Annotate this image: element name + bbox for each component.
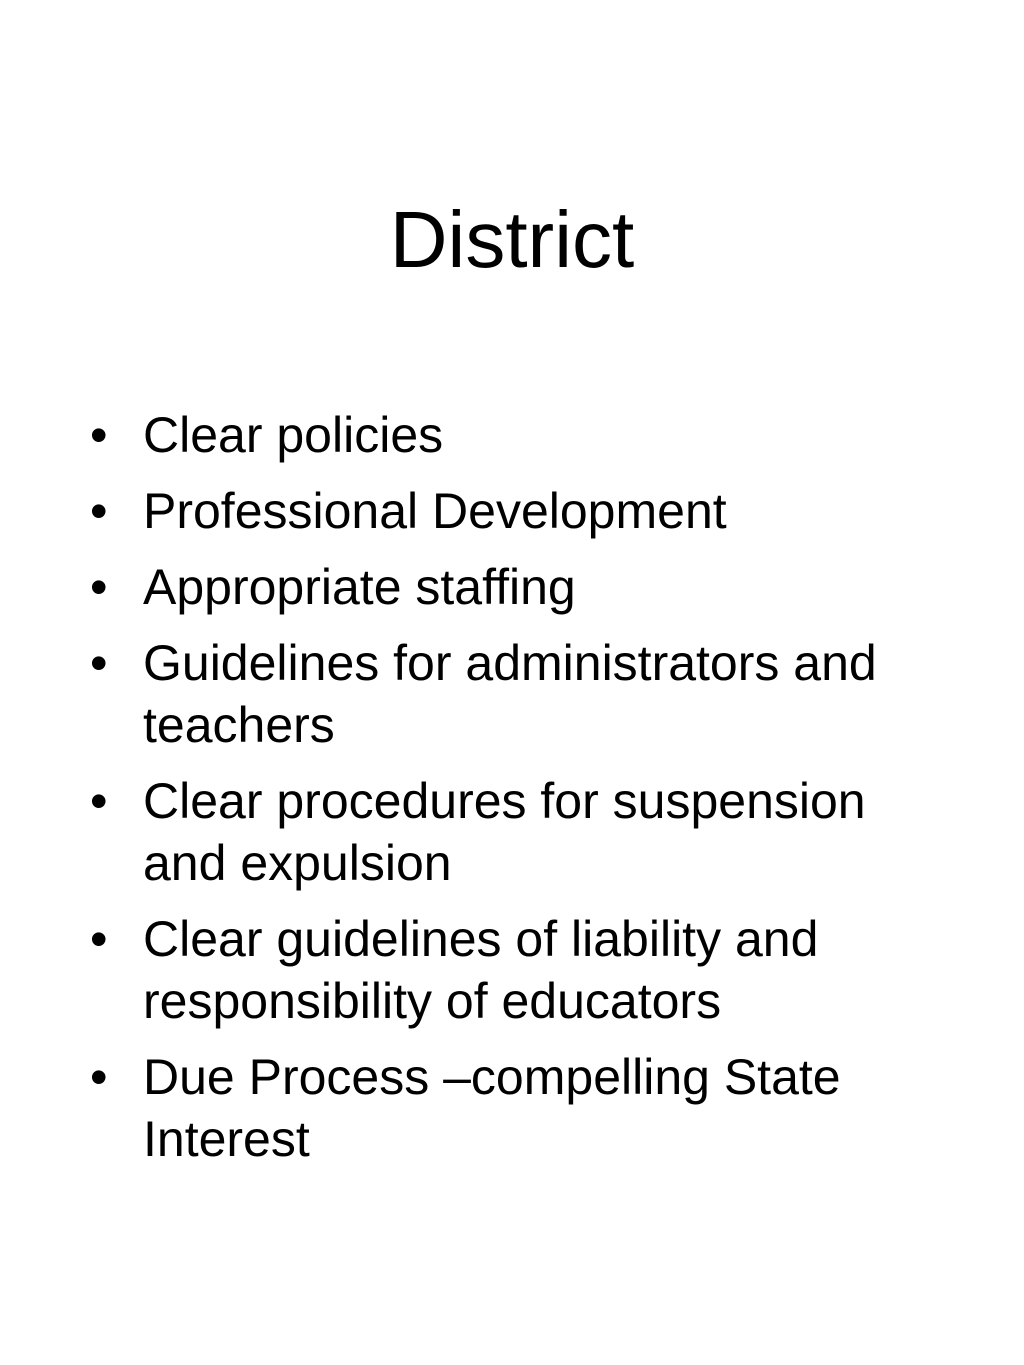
bullet-text: Appropriate staffing: [143, 559, 576, 615]
bullet-text: Clear procedures for suspension and expulsion: [143, 773, 866, 891]
bullet-item-liability: [90, 908, 950, 1032]
bullet-item-professional-development: [90, 480, 950, 542]
bullet-item-clear-policies: [90, 404, 950, 466]
bullet-item-due-process: [90, 1046, 950, 1170]
bullet-text: Guidelines for administrators and teachers: [143, 635, 877, 753]
bullet-item-guidelines: [90, 632, 950, 756]
slide-title: District: [389, 195, 635, 284]
bullet-text: Due Process –compelling State Interest: [143, 1049, 841, 1167]
bullet-text: Clear guidelines of liability and responsibility of educators: [143, 911, 819, 1029]
bullet-icon: •: [90, 635, 108, 691]
bullet-text: Clear policies: [143, 407, 444, 463]
bullet-icon: •: [90, 407, 108, 463]
bullet-icon: •: [90, 773, 108, 829]
bullet-icon: •: [90, 483, 108, 539]
bullet-item-suspension-expulsion: [90, 770, 950, 894]
bullet-icon: •: [90, 1049, 108, 1105]
bullet-text: Professional Development: [143, 483, 727, 539]
bullet-icon: •: [90, 559, 108, 615]
bullet-item-appropriate-staffing: [90, 556, 950, 618]
bullet-list: [90, 404, 950, 1184]
bullet-icon: •: [90, 911, 108, 967]
